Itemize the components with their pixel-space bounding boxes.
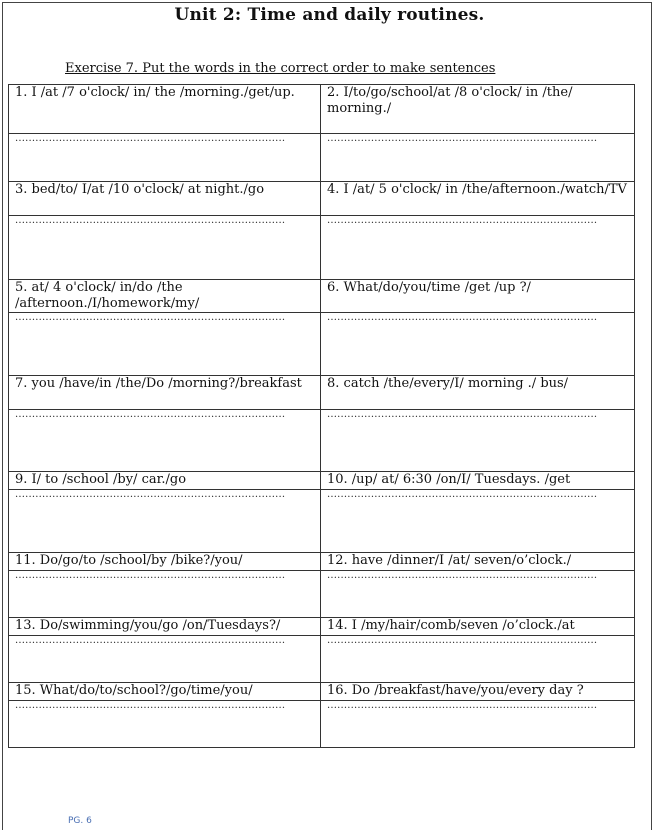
answer-row bbox=[9, 216, 635, 280]
question-cell: 4. I /at/ 5 o'clock/ in /the/afternoon./watch/TV bbox=[321, 182, 635, 216]
answer-row bbox=[9, 134, 635, 182]
question-cell: 7. you /have/in /the/Do /morning?/breakfast bbox=[9, 376, 321, 410]
answer-cell[interactable] bbox=[321, 636, 635, 683]
question-cell: 11. Do/go/to /school/by /bike?/you/ bbox=[9, 553, 321, 571]
answer-line: ................................................................................ bbox=[327, 571, 597, 581]
answer-line: ................................................................................ bbox=[15, 313, 285, 323]
question-cell: 1. I /at /7 o'clock/ in/ the /morning./get/up. bbox=[9, 85, 321, 134]
question-cell: 16. Do /breakfast/have/you/every day ? bbox=[321, 683, 635, 701]
answer-line: ................................................................................ bbox=[327, 410, 597, 420]
answer-cell[interactable] bbox=[9, 636, 321, 683]
answer-cell[interactable] bbox=[9, 701, 321, 748]
question-cell: 13. Do/swimming/you/go /on/Tuesdays?/ bbox=[9, 618, 321, 636]
question-row bbox=[9, 683, 635, 701]
answer-cell[interactable] bbox=[9, 490, 321, 553]
answer-cell[interactable] bbox=[9, 216, 321, 280]
page-number: PG. 6 bbox=[68, 816, 92, 826]
question-row bbox=[9, 85, 635, 134]
answer-row bbox=[9, 410, 635, 472]
question-cell: 12. have /dinner/I /at/ seven/o’clock./ bbox=[321, 553, 635, 571]
answer-cell[interactable] bbox=[321, 701, 635, 748]
answer-line: ................................................................................ bbox=[15, 701, 285, 711]
answer-line: ................................................................................ bbox=[15, 490, 285, 500]
question-cell: 3. bed/to/ I/at /10 o'clock/ at night./go bbox=[9, 182, 321, 216]
answer-line: ................................................................................ bbox=[15, 216, 285, 226]
answer-row bbox=[9, 636, 635, 683]
answer-line: ................................................................................ bbox=[327, 636, 597, 646]
page-title: Unit 2: Time and daily routines. bbox=[174, 5, 485, 25]
question-row bbox=[9, 182, 635, 216]
answer-cell[interactable] bbox=[9, 571, 321, 618]
answer-row bbox=[9, 701, 635, 748]
question-cell: 10. /up/ at/ 6:30 /on/I/ Tuesdays. /get bbox=[321, 472, 635, 490]
question-cell: 2. I/to/go/school/at /8 o'clock/ in /the/ morning./ bbox=[321, 85, 635, 134]
question-cell: 15. What/do/to/school?/go/time/you/ bbox=[9, 683, 321, 701]
answer-line: ................................................................................ bbox=[327, 490, 597, 500]
question-row bbox=[9, 553, 635, 571]
answer-row bbox=[9, 490, 635, 553]
exercise-instruction: Exercise 7. Put the words in the correct order to make sentences bbox=[65, 61, 496, 76]
question-cell: 14. I /my/hair/comb/seven /o’clock./at bbox=[321, 618, 635, 636]
exercise-table bbox=[8, 84, 635, 748]
answer-line: ................................................................................ bbox=[15, 134, 285, 144]
answer-cell[interactable] bbox=[321, 571, 635, 618]
question-cell: 8. catch /the/every/I/ morning ./ bus/ bbox=[321, 376, 635, 410]
answer-cell[interactable] bbox=[321, 216, 635, 280]
answer-cell[interactable] bbox=[9, 313, 321, 376]
question-cell: 6. What/do/you/time /get /up ?/ bbox=[321, 280, 635, 313]
answer-line: ................................................................................ bbox=[15, 636, 285, 646]
answer-row bbox=[9, 313, 635, 376]
answer-line: ................................................................................ bbox=[327, 701, 597, 711]
answer-line: ................................................................................ bbox=[327, 313, 597, 323]
answer-cell[interactable] bbox=[9, 134, 321, 182]
answer-cell[interactable] bbox=[321, 134, 635, 182]
question-cell: 9. I/ to /school /by/ car./go bbox=[9, 472, 321, 490]
answer-row bbox=[9, 571, 635, 618]
answer-cell[interactable] bbox=[321, 313, 635, 376]
answer-line: ................................................................................ bbox=[15, 571, 285, 581]
answer-line: ................................................................................ bbox=[327, 134, 597, 144]
question-cell: 5. at/ 4 o'clock/ in/do /the /afternoon./I/homework/my/ bbox=[9, 280, 321, 313]
answer-cell[interactable] bbox=[321, 410, 635, 472]
answer-cell[interactable] bbox=[9, 410, 321, 472]
answer-cell[interactable] bbox=[321, 490, 635, 553]
question-row bbox=[9, 618, 635, 636]
answer-line: ................................................................................ bbox=[15, 410, 285, 420]
question-row bbox=[9, 376, 635, 410]
answer-line: ................................................................................ bbox=[327, 216, 597, 226]
question-row bbox=[9, 472, 635, 490]
question-row bbox=[9, 280, 635, 313]
